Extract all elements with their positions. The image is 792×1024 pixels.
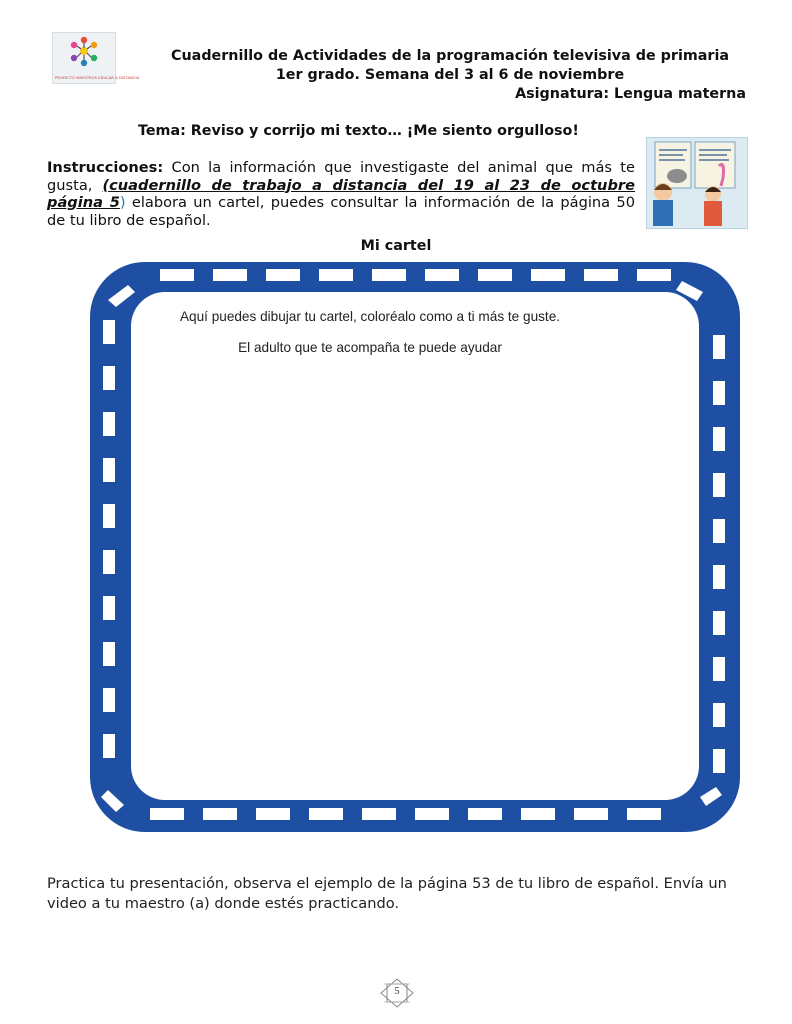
- cartel-title: Mi cartel: [360, 238, 432, 254]
- instructions-label: Instrucciones:: [47, 159, 164, 176]
- header-grade-week: 1er grado. Semana del 3 al 6 de noviembre: [275, 67, 625, 83]
- header-subject: Asignatura: Lengua materna: [515, 86, 746, 102]
- practice-paragraph: Practica tu presentación, observa el ejemplo de la página 53 de tu libro de español. Envía un video a tu maestro (a) donde estés practicando.: [47, 875, 727, 912]
- page-number: 5: [394, 986, 400, 997]
- header-title: Cuadernillo de Actividades de la programación televisiva de primaria: [171, 48, 729, 64]
- instructions-text-before: Con la información que investigaste del animal que más te gusta,: [47, 159, 635, 194]
- logo-caption: PROYECTO MAESTROS EDUCAR A DISTANCIA: [55, 76, 140, 80]
- instructions-close-paren: ): [119, 194, 126, 211]
- drawing-help-note: El adulto que te acompaña te puede ayudar: [238, 340, 502, 355]
- tema-heading: Tema: Reviso y corrijo mi texto… ¡Me siento orgulloso!: [138, 123, 579, 139]
- instructions-text-after: elabora un cartel, puedes consultar la información de la página 50 de tu libro de español.: [47, 194, 635, 229]
- drawing-area: [131, 292, 699, 800]
- instructions-reference: (cuadernillo de trabajo a distancia del 19 al 23 de octubre página 5: [47, 176, 635, 211]
- page-number-badge: [380, 978, 414, 1008]
- drawing-instruction: Aquí puedes dibujar tu cartel, coloréalo como a ti más te guste.: [179, 309, 561, 324]
